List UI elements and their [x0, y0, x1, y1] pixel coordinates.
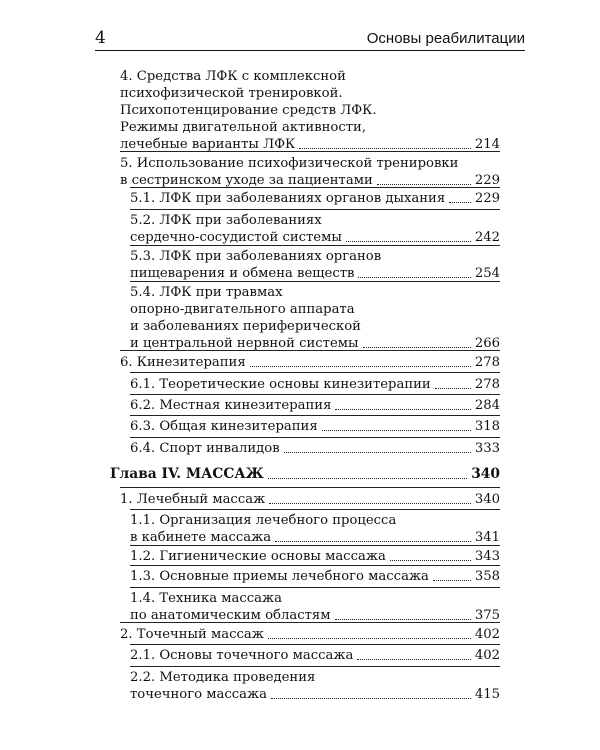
dot-leader [268, 637, 471, 639]
toc-entry-line: и заболеваниях периферической [130, 319, 361, 334]
toc-page-number: 229 [474, 173, 500, 188]
toc-entry [130, 397, 500, 414]
running-title: Основы реабилитации [366, 30, 525, 47]
toc-entry-line: 6.2. Местная кинезитерапия [130, 398, 332, 413]
toc-entry [130, 376, 500, 393]
toc-entry [130, 590, 500, 624]
toc-separator-rule [130, 565, 500, 566]
toc-entry-line: 4. Средства ЛФК с комплексной [120, 69, 346, 84]
toc-separator-rule [130, 545, 500, 546]
toc-separator-rule [130, 187, 500, 188]
dot-leader [269, 502, 471, 504]
dot-leader [335, 618, 471, 620]
toc-separator-rule [130, 587, 500, 588]
toc-entry-line: 6.3. Общая кинезитерапия [130, 419, 318, 434]
toc-page-number: 415 [474, 687, 500, 702]
toc-entry [120, 354, 500, 371]
toc-entry-line: 5. Использование психофизической тренировки [120, 156, 459, 171]
dot-leader [335, 408, 470, 410]
dot-leader [435, 387, 471, 389]
toc-entry [130, 284, 500, 352]
toc-entry [120, 626, 500, 643]
toc-entry-line: 5.4. ЛФК при травмах [130, 285, 283, 300]
toc-entry [130, 212, 500, 246]
toc-entry [130, 248, 500, 282]
toc-entry-line: 5.3. ЛФК при заболеваниях органов [130, 249, 382, 264]
toc-entry-line: сердечно-сосудистой системы [130, 230, 342, 245]
toc-page-number: 402 [474, 627, 500, 642]
toc-page-number: 242 [474, 230, 500, 245]
dot-leader [363, 346, 471, 348]
toc-entry [130, 568, 500, 585]
header-rule [95, 50, 525, 51]
toc-entry-line: лечебные варианты ЛФК [120, 137, 296, 152]
toc-entry-line: в сестринском уходе за пациентами [120, 173, 373, 188]
toc-separator-rule [120, 622, 500, 623]
dot-leader [433, 579, 471, 581]
toc-page-number: 318 [474, 419, 500, 434]
toc-entry-line: опорно-двигательного аппарата [130, 302, 355, 317]
toc-entry [130, 190, 500, 207]
toc-separator-rule [130, 281, 500, 282]
toc-page-number: 229 [474, 191, 500, 206]
toc-separator-rule [130, 394, 500, 395]
toc-entry-line: 1. Лечебный массаж [120, 492, 266, 507]
toc-entry-line: 6.4. Спорт инвалидов [130, 441, 280, 456]
dot-leader [299, 147, 471, 149]
toc-page-number: 402 [474, 648, 500, 663]
toc-entry [130, 512, 500, 546]
toc-entry [120, 68, 500, 153]
toc-entry-line: 5.1. ЛФК при заболеваниях органов дыхания [130, 191, 446, 206]
dot-leader [250, 365, 471, 367]
toc-page-number: 266 [474, 336, 500, 351]
toc-separator-rule [130, 415, 500, 416]
toc-page-number: 333 [474, 441, 500, 456]
toc-separator-rule [130, 509, 500, 510]
toc-entry-line: 1.4. Техника массажа [130, 591, 283, 606]
toc-entry-line: 6. Кинезитерапия [120, 355, 246, 370]
dot-leader [377, 183, 471, 185]
toc-entry-line: точечного массажа [130, 687, 267, 702]
toc-page-number: 341 [474, 530, 500, 545]
running-header [95, 24, 525, 50]
dot-leader [346, 240, 471, 242]
dot-leader [390, 559, 471, 561]
toc-entry-line: в кабинете массажа [130, 530, 272, 545]
toc-page-number: 340 [471, 466, 500, 482]
toc-page-number: 343 [474, 549, 500, 564]
toc-entry-line: и центральной нервной системы [130, 336, 359, 351]
toc-entry-line: 1.3. Основные приемы лечебного массажа [130, 569, 429, 584]
dot-leader [271, 697, 471, 699]
toc-entry-line: Режимы двигательной активности, [120, 120, 367, 135]
dot-leader [357, 658, 470, 660]
toc-page-number: 358 [474, 569, 500, 584]
toc-entry [130, 440, 500, 457]
toc-entry [130, 647, 500, 664]
toc-separator-rule [130, 372, 500, 373]
toc-entry [130, 669, 500, 703]
toc-separator-rule [130, 666, 500, 667]
toc-entry-line: 6.1. Теоретические основы кинезитерапии [130, 377, 431, 392]
toc-page-number: 278 [474, 355, 500, 370]
toc-chapter-heading [110, 466, 500, 483]
toc-entry-line: по анатомическим областям [130, 608, 331, 623]
toc-page-number: 284 [474, 398, 500, 413]
toc-entry-line: 2. Точечный массаж [120, 627, 264, 642]
toc-page-number: 214 [474, 137, 500, 152]
toc-separator-rule [130, 245, 500, 246]
toc-entry [120, 491, 500, 508]
dot-leader [268, 477, 468, 479]
toc-separator-rule [130, 209, 500, 210]
page-number: 4 [95, 28, 106, 48]
toc-separator-rule [130, 437, 500, 438]
toc-entry-line: психофизической тренировкой. [120, 86, 343, 101]
toc-entry-line: 2.2. Методика проведения [130, 670, 316, 685]
toc-page-number: 375 [474, 608, 500, 623]
toc-entry-line: 2.1. Основы точечного массажа [130, 648, 354, 663]
toc-page-number: 340 [474, 492, 500, 507]
toc-separator-rule [130, 644, 500, 645]
toc-separator-rule [120, 151, 500, 152]
toc-entry-line: Глава IV. МАССАЖ [110, 466, 264, 482]
dot-leader [358, 276, 470, 278]
toc-separator-rule [120, 350, 500, 351]
toc-page-number: 254 [474, 266, 500, 281]
toc-entry [120, 155, 500, 189]
toc-entry-line: 1.1. Организация лечебного процесса [130, 513, 397, 528]
dot-leader [275, 540, 471, 542]
toc-page-number: 278 [474, 377, 500, 392]
toc-entry-line: 5.2. ЛФК при заболеваниях [130, 213, 322, 228]
toc-entry [130, 418, 500, 435]
toc-separator-rule [120, 487, 500, 488]
dot-leader [284, 451, 471, 453]
dot-leader [322, 429, 471, 431]
toc-entry-line: Психопотенцирование средств ЛФК. [120, 103, 377, 118]
toc-entry-line: пищеварения и обмена веществ [130, 266, 355, 281]
dot-leader [449, 201, 471, 203]
toc-entry-line: 1.2. Гигиенические основы массажа [130, 549, 386, 564]
toc-entry [130, 548, 500, 565]
